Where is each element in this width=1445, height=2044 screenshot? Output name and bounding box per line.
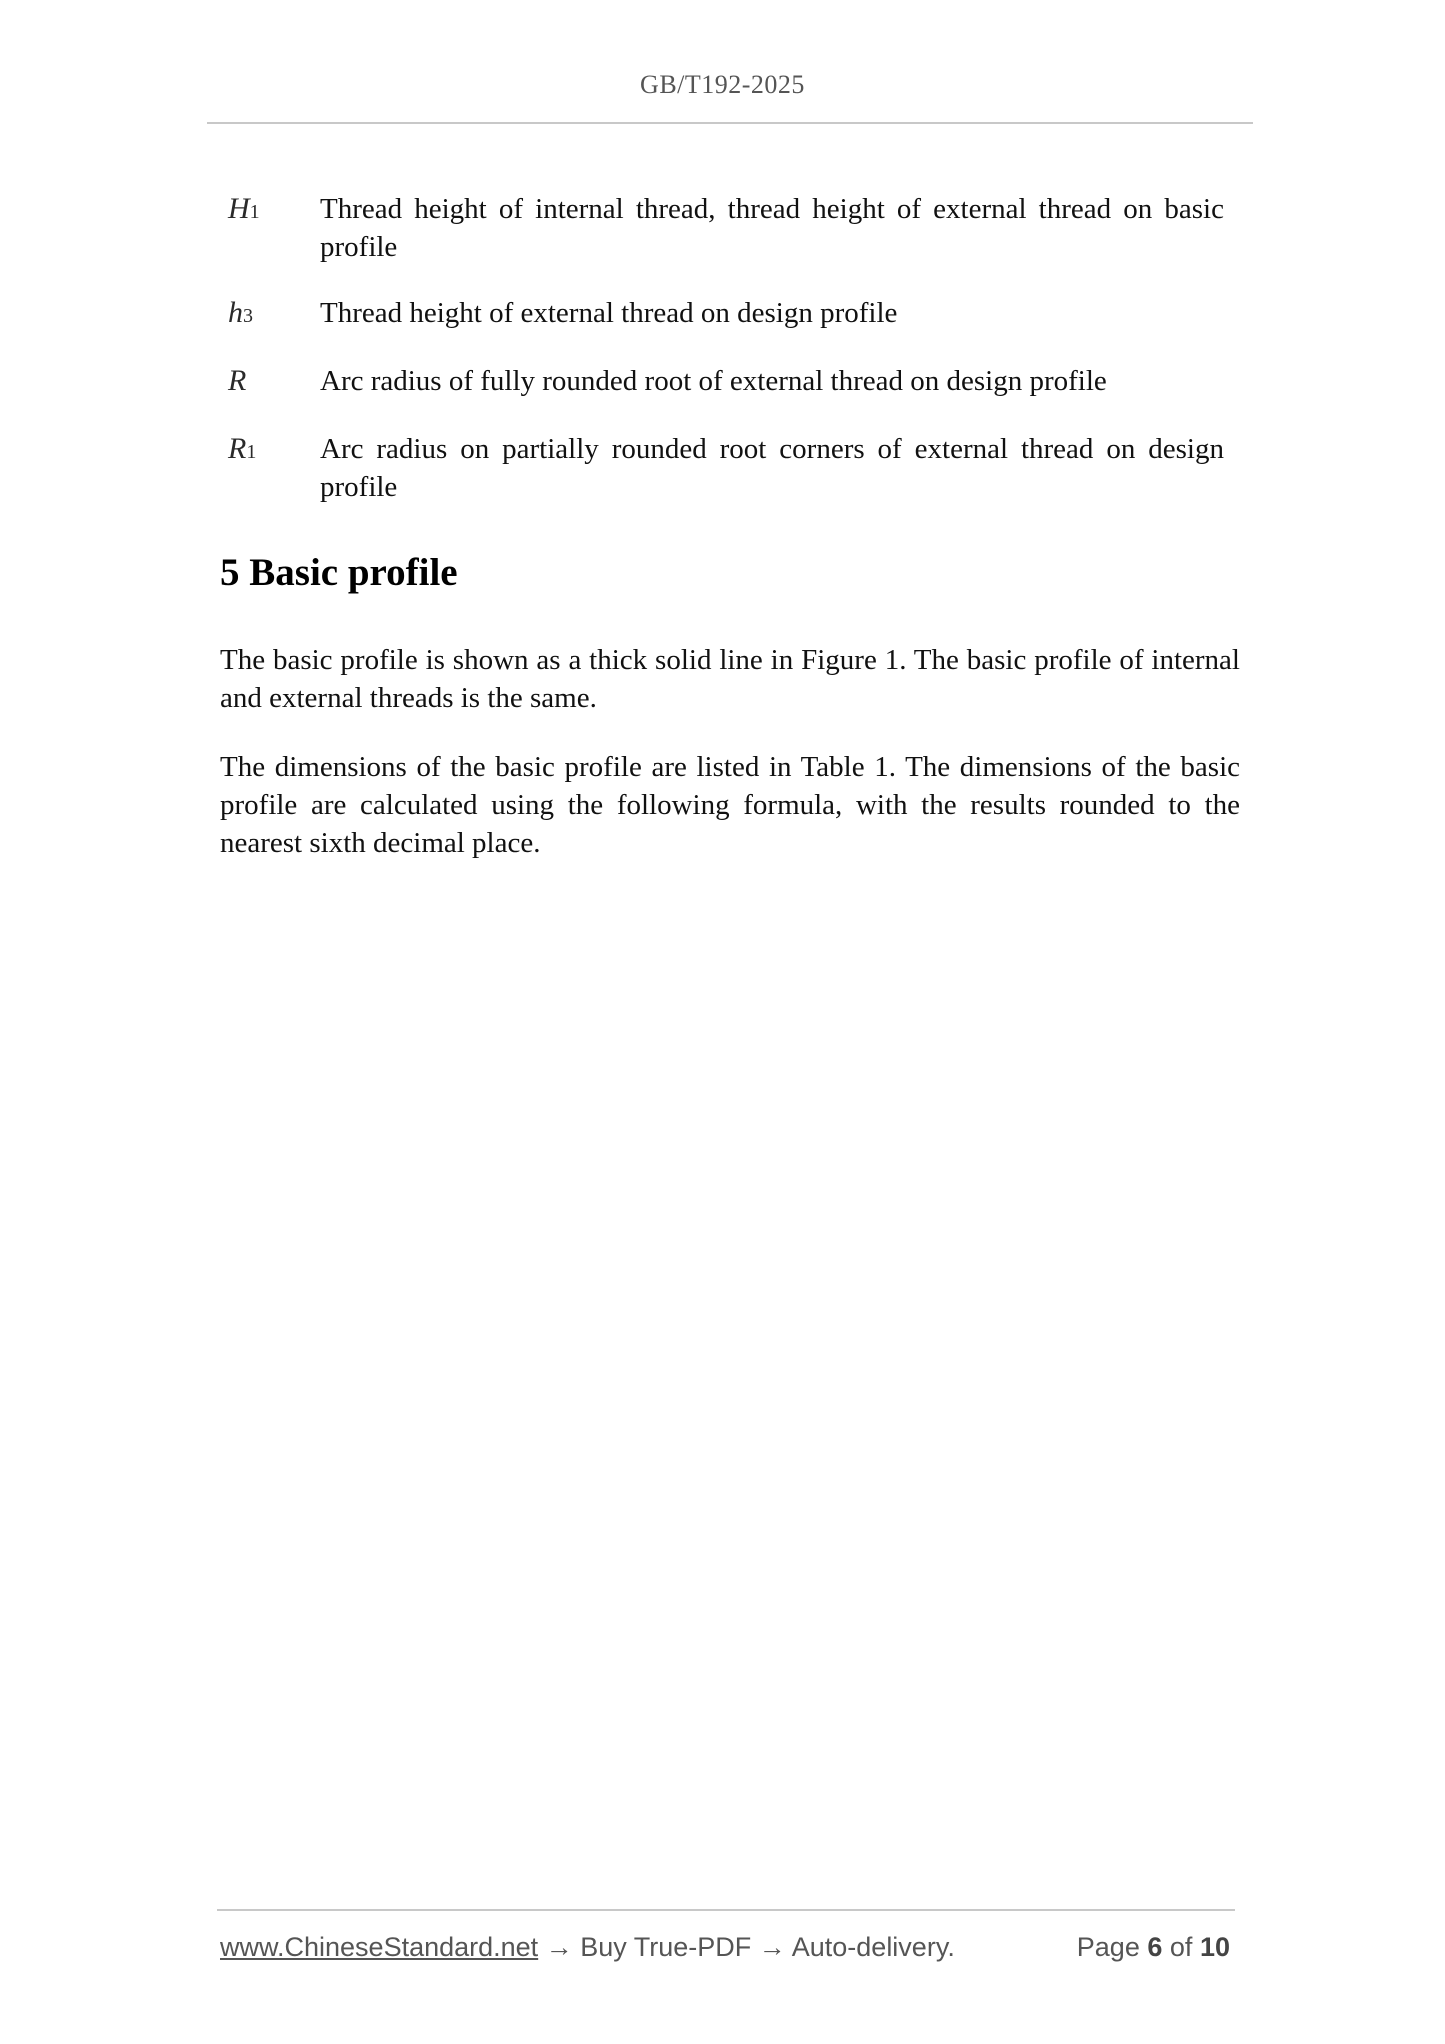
page-footer <box>220 1929 1230 1965</box>
header-divider <box>207 122 1253 124</box>
body-paragraph-2: The dimensions of the basic profile are listed in Table 1. The dimensions of the basic profile are calculated using the following formula, with the results rounded to the nearest sixth decimal place. <box>220 751 1240 859</box>
body-paragraph-1: The basic profile is shown as a thick solid line in Figure 1. The basic profile of internal and external threads is the same. <box>220 644 1240 714</box>
symbol-row-H1 <box>228 190 1228 266</box>
symbol-row-R1 <box>228 430 1228 506</box>
page-header-title: GB/T192-2025 <box>640 70 805 99</box>
symbol-subscript: 1 <box>249 201 260 223</box>
symbol-definition: Thread height of internal thread, thread height of external thread on basic profile <box>320 193 1224 263</box>
symbol-letter: H <box>228 192 250 225</box>
symbol-subscript: 3 <box>243 305 253 327</box>
page-total: 10 <box>1199 1932 1230 1962</box>
symbol-letter: R <box>228 432 247 465</box>
page-indicator <box>1077 1929 1230 1965</box>
page-label: Page <box>1076 1932 1140 1962</box>
footer-tagline: → Buy True-PDF → Auto-delivery. <box>538 1932 955 1962</box>
section-heading: 5 Basic profile <box>220 551 458 594</box>
footer-divider <box>217 1909 1235 1911</box>
page-current: 6 <box>1147 1932 1163 1962</box>
symbol-definition: Arc radius of fully rounded root of external thread on design profile <box>320 365 1107 397</box>
symbol-label <box>228 362 320 403</box>
symbol-letter: R <box>228 364 247 397</box>
symbol-subscript: 1 <box>246 441 257 463</box>
website-link[interactable]: www.ChineseStandard.net <box>220 1932 539 1962</box>
symbol-label <box>228 190 320 266</box>
symbol-label <box>228 294 320 335</box>
symbol-definition: Arc radius on partially rounded root corners of external thread on design profile <box>320 433 1224 503</box>
symbol-definition: Thread height of external thread on design profile <box>320 297 898 329</box>
symbol-row-R <box>228 362 1228 403</box>
symbol-letter: h <box>228 296 243 329</box>
symbol-label <box>228 430 320 506</box>
page-of: of <box>1169 1932 1193 1962</box>
symbol-row-h3 <box>228 294 1228 335</box>
